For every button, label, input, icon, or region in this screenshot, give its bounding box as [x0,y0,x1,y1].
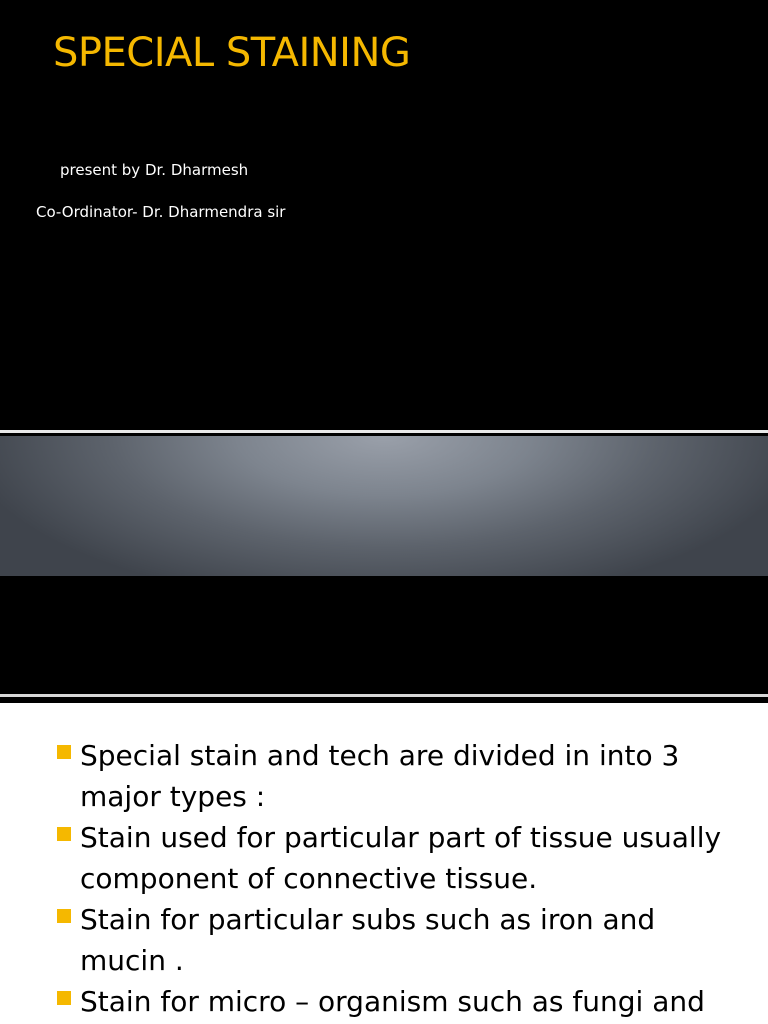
bullet-text: Stain for particular subs such as iron and mucin . [80,903,656,977]
slide-title: SPECIAL STAINING [53,30,411,76]
bullet-item [56,981,726,1022]
bullet-item [56,899,726,981]
bullet-item [56,735,726,817]
bullet-text: Stain for micro – organism such as fungi and [80,985,705,1018]
square-bullet-icon [57,827,71,841]
bullet-text: Stain used for particular part of tissue usually component of connective tissue. [80,821,722,895]
top-divider [0,430,768,433]
bullet-text: Special stain and tech are divided in into 3 major types : [80,739,680,813]
slide-divider [0,694,768,697]
presenter-line: present by Dr. Dharmesh [60,161,249,179]
bullet-list [56,735,726,1022]
gradient-band [0,436,768,576]
square-bullet-icon [57,991,71,1005]
coordinator-line: Co-Ordinator- Dr. Dharmendra sir [36,203,286,221]
square-bullet-icon [57,745,71,759]
square-bullet-icon [57,909,71,923]
content-slide [0,703,768,1024]
bullet-item [56,817,726,899]
